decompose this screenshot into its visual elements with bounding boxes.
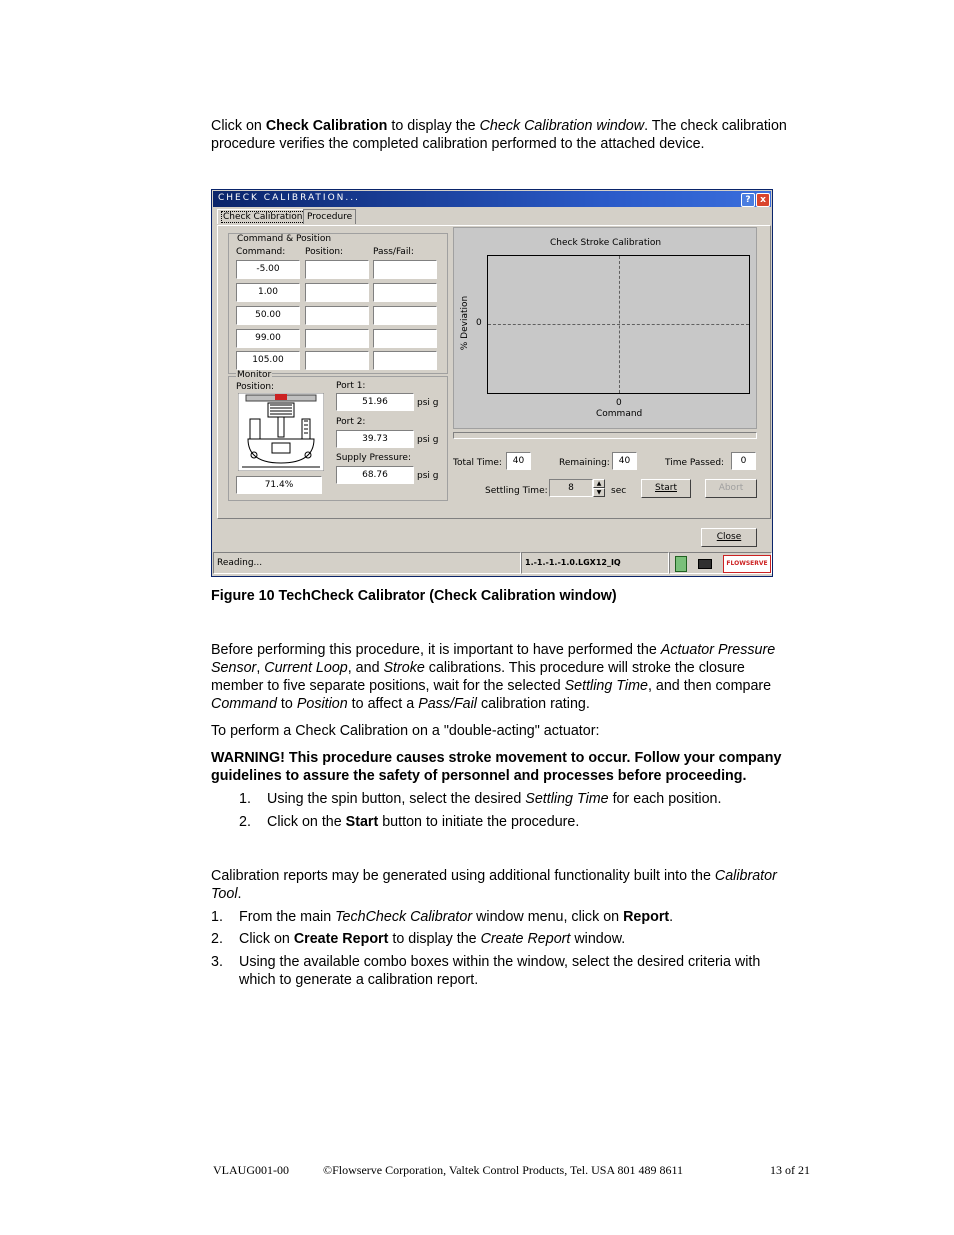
- supply-field: 68.76: [336, 466, 414, 484]
- position-field: [305, 260, 369, 279]
- settling-spin-button[interactable]: [593, 479, 605, 497]
- close-button[interactable]: Close: [701, 528, 757, 547]
- passfail-field: [373, 351, 437, 370]
- port2-field: 39.73: [336, 430, 414, 448]
- status-device: 1.-1.-1.-1.0.LGX12_IQ: [521, 552, 669, 574]
- check-calibration-window: [211, 189, 773, 577]
- passfail-field: [373, 329, 437, 348]
- position-field: [305, 329, 369, 348]
- monitor-position-label: Position:: [236, 382, 275, 392]
- chart-xlabel: Command: [596, 409, 643, 419]
- chart-panel: [453, 227, 757, 429]
- title-bar: [213, 191, 771, 207]
- report-step-number: 3.: [211, 954, 223, 970]
- total-time-field: 40: [506, 452, 531, 470]
- port2-unit: psi g: [417, 435, 439, 445]
- position-field: [305, 351, 369, 370]
- footer-doc-id: VLAUG001-00: [213, 1163, 289, 1177]
- chart-ytick: 0: [476, 318, 482, 328]
- connection-icon: [675, 556, 687, 572]
- spin-up-icon[interactable]: ▲: [593, 479, 605, 488]
- footer-page-number: 13 of 21: [770, 1163, 810, 1177]
- status-icons: [669, 552, 772, 574]
- spin-down-icon[interactable]: ▼: [593, 488, 605, 497]
- col-position: Position:: [305, 247, 344, 257]
- monitor-title: Monitor: [237, 370, 272, 380]
- abort-button[interactable]: Abort: [705, 479, 757, 498]
- chart-zero-hline: [488, 324, 749, 325]
- col-passfail: Pass/Fail:: [373, 247, 414, 257]
- close-icon[interactable]: x: [756, 193, 770, 207]
- supply-unit: psi g: [417, 471, 439, 481]
- time-passed-label: Time Passed:: [665, 458, 725, 468]
- passfail-field: [373, 306, 437, 325]
- figure-caption: Figure 10 TechCheck Calibrator (Check Calibration window): [211, 588, 617, 604]
- command-field[interactable]: 99.00: [236, 329, 300, 348]
- chart-ylabel: % Deviation: [460, 295, 471, 351]
- command-field[interactable]: 105.00: [236, 351, 300, 370]
- progress-bar: [453, 432, 757, 439]
- settling-unit: sec: [611, 486, 627, 496]
- remaining-label: Remaining:: [559, 458, 610, 468]
- valve-icon: [238, 393, 324, 471]
- settling-time-input[interactable]: 8: [549, 479, 593, 497]
- col-command: Command:: [236, 247, 286, 257]
- step-1: Using the spin button, select the desired Settling Time for each position.: [267, 791, 722, 807]
- report-step-number: 2.: [211, 931, 223, 947]
- chart-title: Check Stroke Calibration: [550, 238, 662, 248]
- passfail-field: [373, 283, 437, 302]
- port1-label: Port 1:: [336, 381, 366, 391]
- step-2: Click on the Start button to initiate the procedure.: [267, 814, 580, 830]
- footer-copyright: ©Flowserve Corporation, Valtek Control Products, Tel. USA 801 489 8611: [323, 1163, 684, 1177]
- tab-pane: [217, 225, 771, 519]
- step-number: 2.: [239, 814, 251, 830]
- position-value-field: 71.4%: [236, 476, 322, 494]
- report-step-1: From the main TechCheck Calibrator window menu, click on Report.: [239, 909, 674, 925]
- command-field[interactable]: 50.00: [236, 306, 300, 325]
- start-button[interactable]: Start: [641, 479, 691, 498]
- port1-field: 51.96: [336, 393, 414, 411]
- report-step-number: 1.: [211, 909, 223, 925]
- body-paragraph: Before performing this procedure, it is important to have performed the Actuator Pressure Sensor, Current Loop, and Stroke calibrations. This procedure will stroke the closure member to five separate positions, wait for the selected Settling Time, and then compare Command to Position to affect a Pass/Fail calibration rating.: [211, 642, 776, 712]
- time-passed-field: 0: [731, 452, 756, 470]
- step-number: 1.: [239, 791, 251, 807]
- command-field[interactable]: 1.00: [236, 283, 300, 302]
- help-icon[interactable]: ?: [741, 193, 755, 207]
- status-text: Reading...: [213, 552, 521, 574]
- position-field: [305, 306, 369, 325]
- tab-check-calibration[interactable]: Check Calibration: [217, 209, 309, 224]
- settling-time-label: Settling Time:: [485, 486, 548, 496]
- position-field: [305, 283, 369, 302]
- warning-text: WARNING! This procedure causes stroke movement to occur. Follow your company guidelines to assure the safety of personnel and processes before proceeding.: [211, 750, 782, 784]
- chart-xtick: 0: [616, 398, 622, 408]
- report-step-3: Using the available combo boxes within the window, select the desired criteria with which to generate a calibration report.: [239, 954, 761, 988]
- double-acting-intro: To perform a Check Calibration on a "double-acting" actuator:: [211, 723, 600, 739]
- command-position-title: Command & Position: [237, 234, 332, 244]
- remaining-field: 40: [612, 452, 637, 470]
- report-step-2: Click on Create Report to display the Create Report window.: [239, 931, 626, 947]
- chart-plot-area: [487, 255, 750, 394]
- tab-procedure[interactable]: Procedure: [303, 209, 356, 224]
- port1-unit: psi g: [417, 398, 439, 408]
- flowserve-logo: FLOWSERVE: [723, 555, 771, 573]
- total-time-label: Total Time:: [453, 458, 502, 468]
- passfail-field: [373, 260, 437, 279]
- reports-paragraph: Calibration reports may be generated using additional functionality built into the Calibrator Tool.: [211, 868, 777, 902]
- command-field[interactable]: -5.00: [236, 260, 300, 279]
- supply-label: Supply Pressure:: [336, 453, 411, 463]
- port2-label: Port 2:: [336, 417, 366, 427]
- intro-paragraph: Click on Check Calibration to display the Check Calibration window. The check calibration procedure verifies the completed calibration performed to the attached device.: [211, 118, 787, 152]
- device-icon: [698, 559, 712, 569]
- window-title: CHECK CALIBRATION...: [218, 193, 360, 203]
